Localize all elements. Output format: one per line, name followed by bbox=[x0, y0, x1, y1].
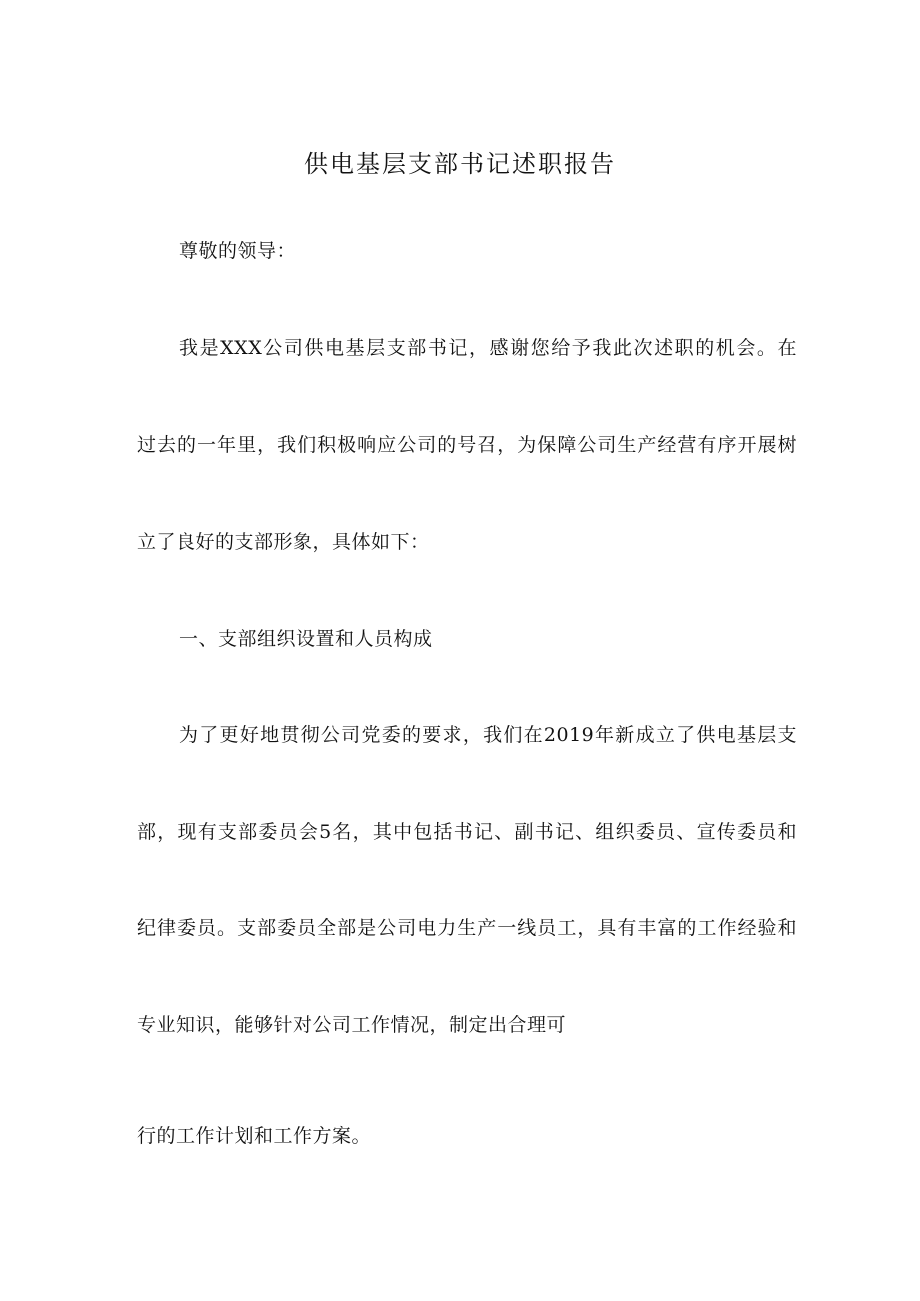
paragraph-line-2: 过去的一年里，我们积极响应公司的号召，为保障公司生产经营有序开展树 bbox=[137, 434, 797, 456]
section-heading-1: 一、支部组织设置和人员构成 bbox=[179, 628, 433, 650]
paragraph-line-1: 我是XXX公司供电基层支部书记，感谢您给予我此次述职的机会。在 bbox=[179, 337, 797, 359]
paragraph-line-3: 立了良好的支部形象，具体如下： bbox=[137, 531, 430, 553]
paragraph-line-8: 行的工作计划和工作方案。 bbox=[137, 1125, 372, 1147]
paragraph-line-4: 为了更好地贯彻公司党委的要求，我们在2019年新成立了供电基层支 bbox=[179, 724, 797, 746]
salutation: 尊敬的领导： bbox=[179, 240, 297, 262]
paragraph-line-5: 部，现有支部委员会5名，其中包括书记、副书记、组织委员、宣传委员和 bbox=[137, 821, 797, 843]
document-title: 供电基层支部书记述职报告 bbox=[304, 150, 616, 178]
paragraph-line-6: 纪律委员。支部委员全部是公司电力生产一线员工，具有丰富的工作经验和 bbox=[137, 917, 797, 939]
paragraph-line-7: 专业知识，能够针对公司工作情况，制定出合理可 bbox=[137, 1014, 567, 1036]
